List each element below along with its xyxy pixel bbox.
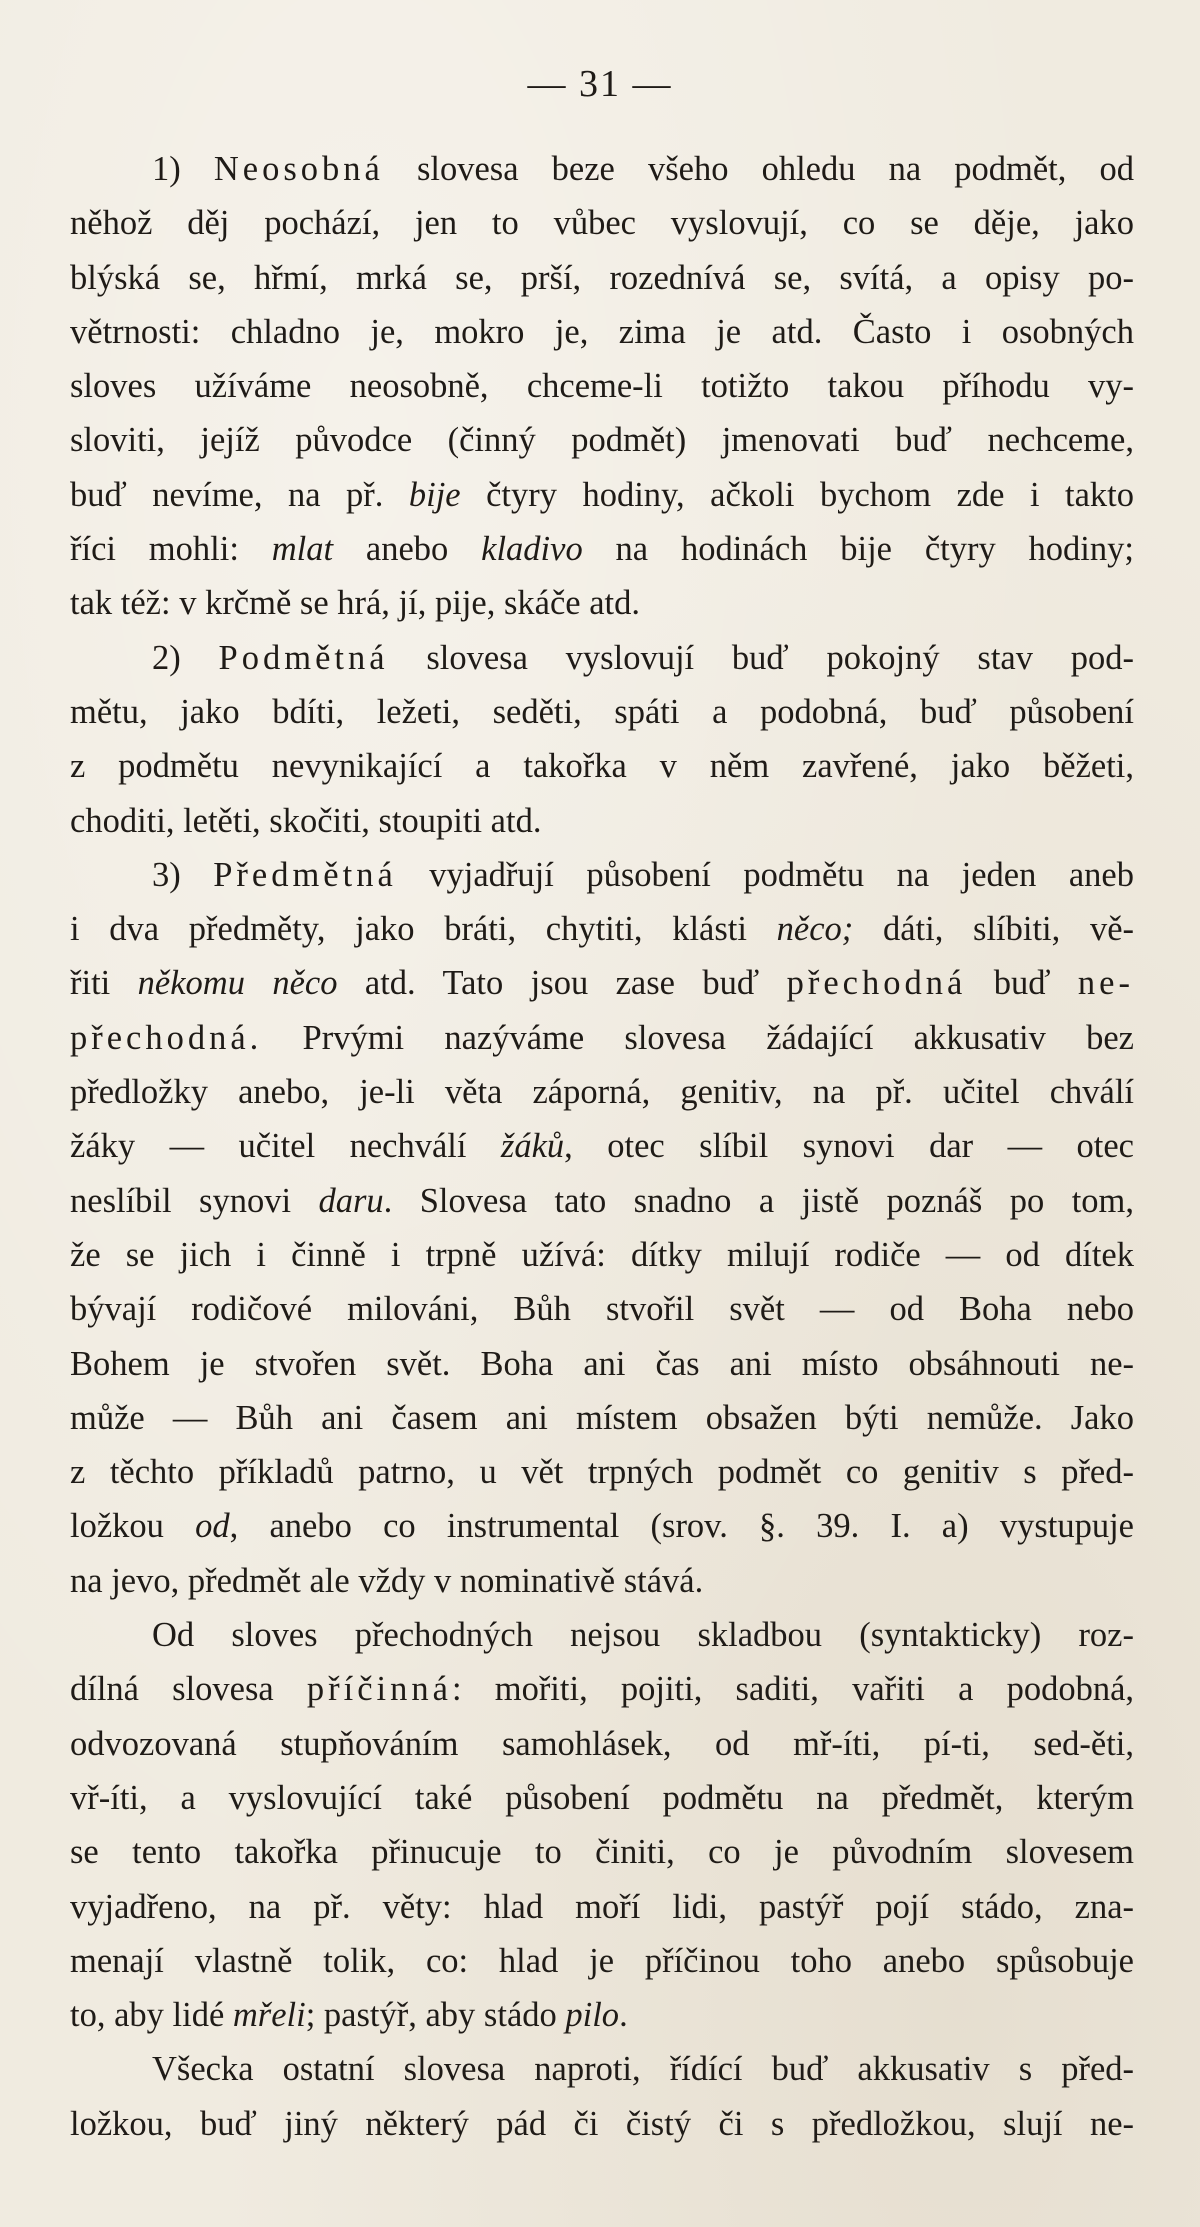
text-run: tak též: v krčmě se hrá, jí, pije, skáče atd. — [70, 584, 640, 623]
text-run: na jevo, předmět ale vždy v nominativě stává. — [70, 1561, 704, 1600]
text-line — [70, 1445, 1134, 1499]
text-run: to, aby lidé — [70, 1996, 233, 2035]
text-run: řiti — [70, 964, 138, 1003]
text-line — [70, 685, 1134, 739]
italic-term: pilo — [565, 1996, 620, 2035]
text-run: Od sloves přechodných nejsou skladbou (syntakticky) roz- — [152, 1616, 1134, 1655]
text-line — [70, 413, 1134, 467]
text-line — [70, 1499, 1134, 1553]
italic-term: mřeli — [232, 1996, 306, 2035]
text-line — [70, 1662, 1134, 1716]
text-run: na hodinách bije čtyry hodiny; — [582, 530, 1134, 569]
text-line — [70, 1934, 1134, 1988]
text-run: z podmětu nevynikající a takořka v něm zavřené, jako běžeti, — [70, 747, 1134, 786]
text-run: , otec slíbil synovi dar — otec — [564, 1127, 1134, 1166]
text-line — [70, 1391, 1134, 1445]
text-run: anebo — [333, 530, 482, 569]
text-run: se tento takořka přinucuje to činiti, co je původním slovesem — [70, 1833, 1134, 1872]
text-run: z těchto příkladů patrno, u vět trpných podmět co genitiv s před- — [70, 1453, 1134, 1492]
text-line — [70, 794, 1134, 848]
text-run: sloviti, jejíž původce (činný podmět) jmenovati buď nechceme, — [70, 421, 1134, 460]
italic-term: daru — [318, 1181, 384, 1220]
text-line — [70, 1228, 1134, 1282]
text-line — [70, 1608, 1134, 1662]
text-run: ložkou — [70, 1507, 196, 1546]
text-run: větrnosti: chladno je, mokro je, zima je atd. Často i osobných — [70, 312, 1134, 351]
text-run: něhož děj pochází, jen to vůbec vyslovují, co se děje, jako — [70, 204, 1134, 243]
text-run: 1) — [152, 150, 214, 188]
text-run: vř-íti, a vyslovující také působení podmětu na předmět, kterým — [70, 1778, 1134, 1817]
text-line — [70, 2097, 1134, 2151]
text-run: Všecka ostatní slovesa naproti, řídící buď akkusativ s před- — [152, 2050, 1134, 2089]
text-run: žáky — učitel nechválí — [70, 1127, 501, 1166]
text-line — [70, 739, 1134, 793]
text-run: : mořiti, pojiti, saditi, vařiti a podobná, — [451, 1670, 1135, 1709]
spaced-term: přechodná. — [70, 1018, 263, 1057]
text-run: 3) — [152, 855, 214, 894]
text-run: slovesa beze všeho ohledu na podmět, od — [383, 150, 1134, 188]
italic-term: od — [195, 1507, 230, 1546]
text-line — [70, 1880, 1134, 1934]
text-line — [70, 1988, 1134, 2042]
text-run: buď — [966, 964, 1078, 1003]
text-line — [70, 1771, 1134, 1825]
text-run: vyjadřují působení podmětu na jeden aneb — [396, 855, 1134, 894]
text-run: ložkou, buď jiný některý pád či čistý či s předložkou, slují ne- — [70, 2104, 1134, 2143]
text-line — [70, 1065, 1134, 1119]
text-line — [70, 359, 1134, 413]
text-line — [70, 2042, 1134, 2096]
spaced-term: přechodná — [786, 964, 967, 1003]
text-line — [70, 305, 1134, 359]
italic-term: něco; — [776, 910, 854, 949]
text-line — [70, 522, 1134, 576]
text-line — [70, 631, 1134, 685]
spaced-term: příčinná — [306, 1670, 452, 1709]
text-line — [70, 468, 1134, 522]
text-run: bývají rodičové milováni, Bůh stvořil svět — od Boha nebo — [70, 1290, 1134, 1329]
text-line — [70, 1119, 1134, 1173]
text-line — [70, 1825, 1134, 1879]
text-run: odvozovaná stupňováním samohlásek, od mř-íti, pí-ti, sed-ěti, — [70, 1724, 1134, 1763]
text-line — [70, 1011, 1134, 1065]
text-line — [70, 848, 1134, 902]
text-run: slovesa vyslovují buď pokojný stav pod- — [388, 638, 1134, 677]
text-line — [70, 1174, 1134, 1228]
text-line — [70, 251, 1134, 305]
text-run: . Slovesa tato snadno a jistě poznáš po tom, — [383, 1181, 1135, 1220]
text-line — [70, 576, 1134, 630]
page-number: — 31 — — [527, 63, 673, 105]
spaced-term: Předmětná — [213, 855, 397, 894]
text-run: mětu, jako bdíti, ležeti, seděti, spáti a podobná, buď působení — [70, 692, 1134, 731]
text-run: menají vlastně tolik, co: hlad je příčinou toho anebo spůsobuje — [70, 1941, 1134, 1980]
text-run: že se jich i činně i trpně užívá: dítky milují rodiče — od dítek — [70, 1235, 1134, 1274]
text-run: Bohem je stvořen svět. Boha ani čas ani místo obsáhnouti ne- — [70, 1344, 1134, 1383]
text-line — [70, 1717, 1134, 1771]
text-run: vyjadřeno, na př. věty: hlad moří lidi, pastýř pojí stádo, zna- — [70, 1887, 1134, 1926]
text-run: i dva předměty, jako bráti, chytiti, klásti — [70, 910, 777, 949]
italic-term: mlat — [271, 530, 334, 569]
text-run: dáti, slíbiti, vě- — [853, 910, 1135, 949]
text-line — [70, 956, 1134, 1010]
text-run: předložky anebo, je-li věta záporná, genitiv, na př. učitel chválí — [70, 1073, 1134, 1112]
text-run: buď nevíme, na př. — [70, 475, 409, 514]
text-run: neslíbil synovi — [70, 1181, 319, 1220]
text-line — [70, 196, 1134, 250]
text-line — [70, 142, 1134, 196]
spaced-term: ne- — [1077, 964, 1134, 1003]
text-line — [70, 1554, 1134, 1608]
italic-term: žáků — [500, 1127, 565, 1166]
text-run: ; pastýř, aby stádo — [305, 1996, 566, 2035]
spaced-term: Neosobná — [213, 150, 384, 188]
italic-term: kladivo — [481, 530, 583, 569]
text-run: choditi, letěti, skočiti, stoupiti atd. — [70, 801, 542, 840]
text-run: , anebo co instrumental (srov. §. 39. I. a) vystupuje — [229, 1507, 1134, 1546]
text-run: atd. Tato jsou zase buď — [337, 964, 787, 1003]
italic-term: bije — [408, 475, 461, 514]
text-run: . — [619, 1996, 628, 2035]
text-run: blýská se, hřmí, mrká se, prší, rozednívá se, svítá, a opisy po- — [70, 258, 1134, 297]
text-run: 2) — [152, 638, 219, 677]
text-run: říci mohli: — [70, 530, 272, 569]
text-run: sloves užíváme neosobně, chceme-li totižto takou příhodu vy- — [70, 367, 1134, 406]
text-run: čtyry hodiny, ačkoli bychom zde i takto — [460, 475, 1134, 514]
text-run: Prvými nazýváme slovesa žádající akkusativ bez — [262, 1018, 1134, 1057]
spaced-term: Podmětná — [218, 638, 389, 677]
text-run: dílná slovesa — [70, 1670, 307, 1709]
text-line — [70, 902, 1134, 956]
text-line — [70, 1337, 1134, 1391]
body-text — [70, 142, 1134, 2151]
italic-term: někomu něco — [137, 964, 338, 1003]
text-line — [70, 1282, 1134, 1336]
text-run: může — Bůh ani časem ani místem obsažen býti nemůže. Jako — [70, 1398, 1134, 1437]
